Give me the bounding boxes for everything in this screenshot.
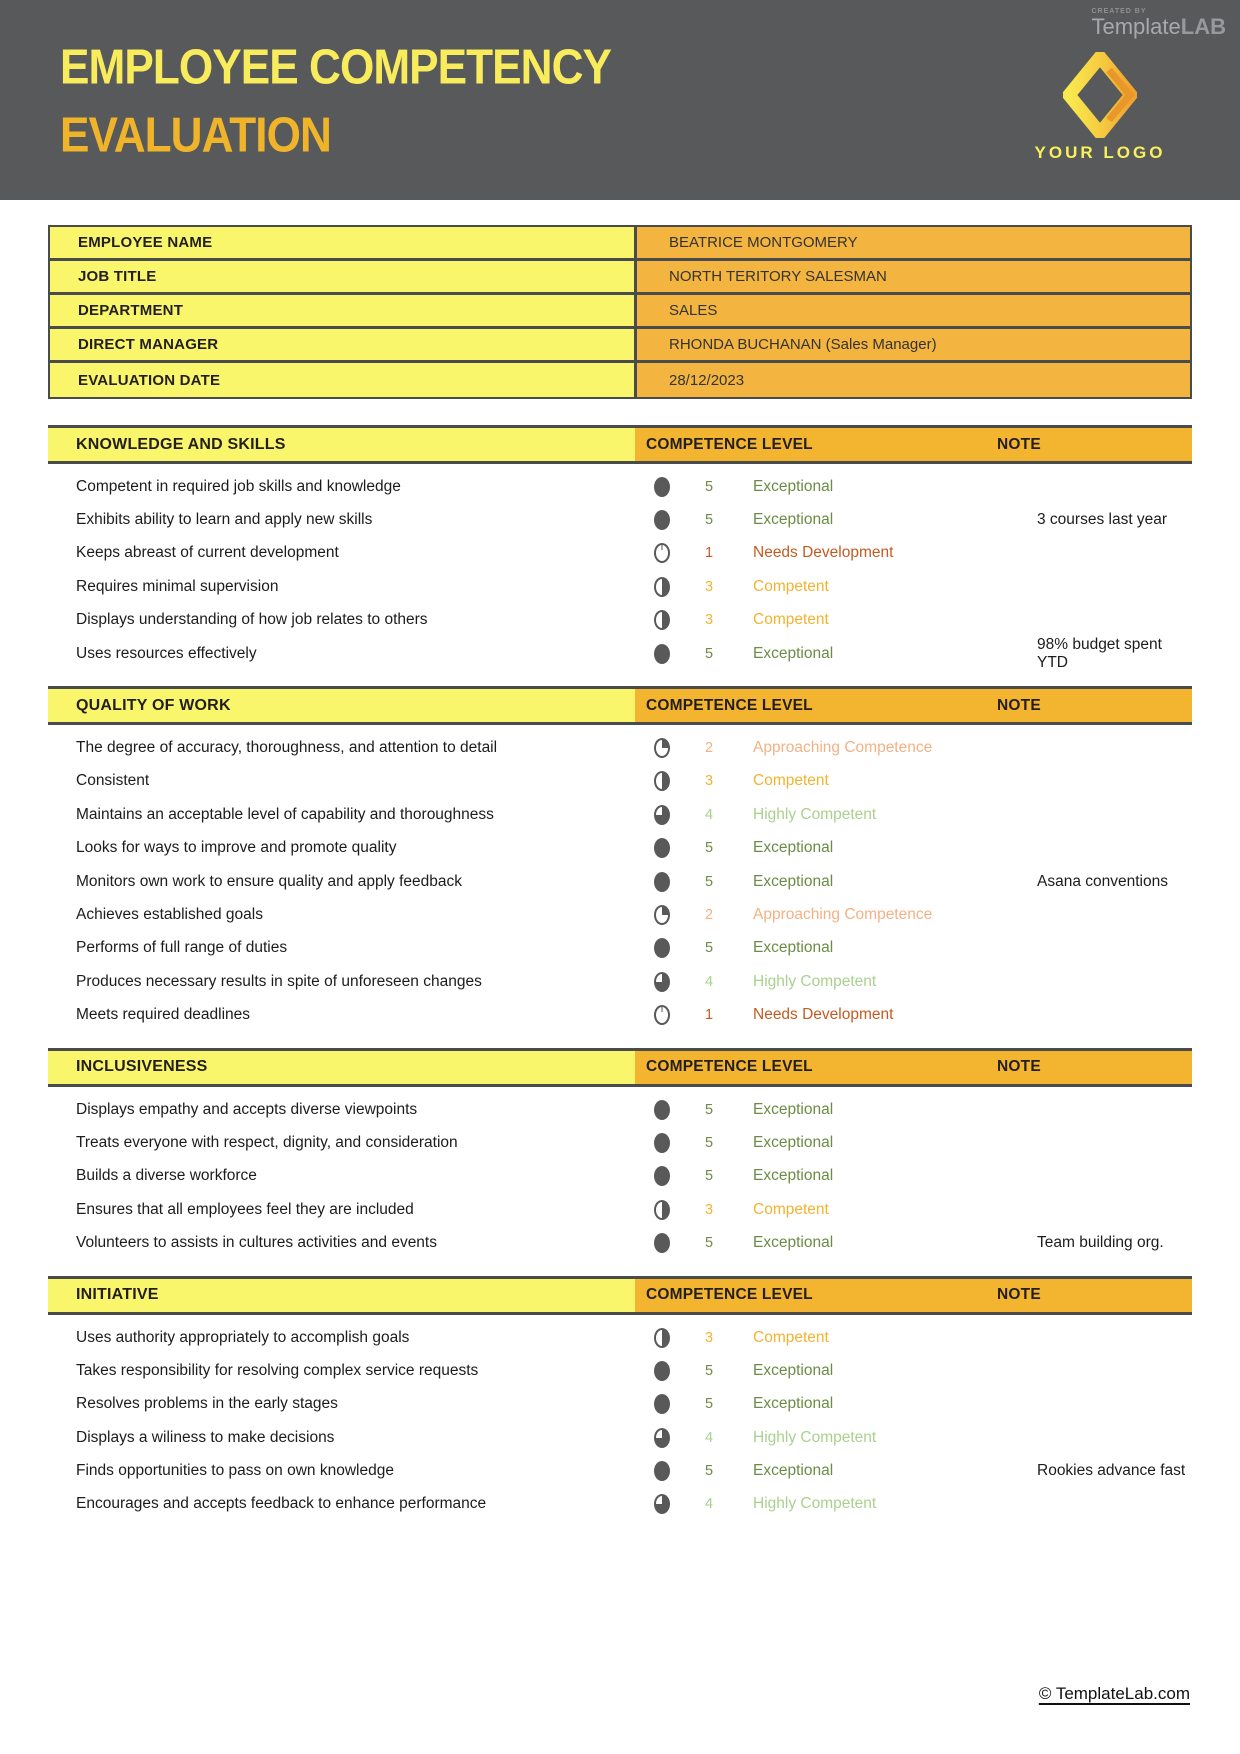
competency-row (48, 1126, 1192, 1159)
employee-info-row (50, 261, 1190, 295)
competence-pie-icon (654, 1328, 670, 1348)
competency-row (48, 1160, 1192, 1193)
competence-label: Competent (753, 611, 829, 629)
templatelab-wordmark (1092, 14, 1227, 39)
evaluation-section (48, 425, 1192, 670)
competence-value: 5 (704, 1134, 714, 1151)
employee-field-value: 28/12/2023 (637, 363, 1190, 397)
competence-label: Exceptional (753, 939, 834, 957)
section-columns (635, 689, 1192, 722)
competence-label: Highly Competent (753, 972, 877, 990)
competence-pie-icon (654, 543, 670, 563)
column-competence-level: COMPETENCE LEVEL (646, 696, 813, 714)
competency-row (48, 637, 1192, 670)
row-description: The degree of accuracy, thoroughness, and attention to detail (76, 739, 498, 757)
row-description: Competent in required job skills and knowledge (76, 477, 401, 495)
row-description: Consistent (76, 772, 150, 790)
row-note: Rookies advance fast (1037, 1462, 1186, 1480)
competence-pie-icon (654, 905, 670, 925)
competence-value: 5 (704, 1235, 714, 1252)
competence-label: Needs Development (753, 544, 894, 562)
competence-label: Exceptional (753, 477, 834, 495)
company-logo (1020, 52, 1180, 163)
competence-label: Competent (753, 772, 829, 790)
column-competence-level: COMPETENCE LEVEL (646, 435, 813, 453)
employee-field-value: NORTH TERITORY SALESMAN (637, 261, 1190, 292)
row-description: Monitors own work to ensure quality and apply feedback (76, 872, 462, 890)
competence-value: 1 (704, 545, 714, 562)
row-description: Requires minimal supervision (76, 577, 279, 595)
competence-pie-icon (654, 1494, 670, 1514)
competence-pie-icon (654, 477, 670, 497)
row-description: Produces necessary results in spite of unforeseen changes (76, 972, 482, 990)
competence-pie-icon (654, 510, 670, 530)
section-rows (48, 725, 1192, 1032)
competency-row (48, 765, 1192, 798)
competence-value: 5 (704, 1168, 714, 1185)
page-title (60, 38, 634, 162)
competence-label: Competent (753, 1328, 829, 1346)
competence-value: 3 (704, 1201, 714, 1218)
competency-row (48, 470, 1192, 503)
brand-name-part: Template (1091, 14, 1181, 39)
row-description: Ensures that all employees feel they are included (76, 1200, 414, 1218)
row-description: Displays empathy and accepts diverse viewpoints (76, 1100, 418, 1118)
competence-pie-icon (654, 1133, 670, 1153)
logo-text: YOUR LOGO (1034, 143, 1166, 162)
competence-label: Exceptional (753, 1462, 834, 1480)
column-competence-level: COMPETENCE LEVEL (646, 1058, 813, 1076)
competency-row (48, 537, 1192, 570)
evaluation-section (48, 686, 1192, 1032)
section-rows (48, 1315, 1192, 1521)
competence-pie-icon (654, 1166, 670, 1186)
competence-pie-icon (654, 577, 670, 597)
competence-value: 3 (704, 578, 714, 595)
section-title: KNOWLEDGE AND SKILLS (48, 428, 635, 461)
row-description: Finds opportunities to pass on own knowledge (76, 1462, 394, 1480)
competence-value: 3 (704, 773, 714, 790)
competence-label: Exceptional (753, 1234, 834, 1252)
competence-value: 2 (704, 740, 714, 757)
competence-pie-icon (654, 838, 670, 858)
competency-row (48, 998, 1192, 1031)
employee-info-row (50, 329, 1190, 363)
competence-label: Exceptional (753, 644, 834, 662)
competence-pie-icon (654, 1233, 670, 1253)
employee-info-row (50, 363, 1190, 397)
column-note: NOTE (997, 1286, 1041, 1304)
row-description: Volunteers to assists in cultures activities and events (76, 1234, 437, 1252)
competency-row (48, 932, 1192, 965)
copyright-link[interactable]: © TemplateLab.com (1038, 1684, 1190, 1703)
row-description: Keeps abreast of current development (76, 544, 339, 562)
competence-value: 2 (704, 906, 714, 923)
competency-row (48, 1421, 1192, 1454)
competence-label: Competent (753, 1200, 829, 1218)
competence-label: Approaching Competence (753, 739, 933, 757)
competence-pie-icon (654, 972, 670, 992)
section-header (48, 1276, 1192, 1315)
competency-row (48, 1388, 1192, 1421)
competence-value: 5 (704, 873, 714, 890)
competence-value: 5 (704, 512, 714, 529)
row-description: Resolves problems in the early stages (76, 1395, 338, 1413)
competence-label: Approaching Competence (753, 905, 933, 923)
competency-row (48, 1488, 1192, 1521)
section-rows (48, 464, 1192, 670)
section-header (48, 686, 1192, 725)
competence-pie-icon (654, 1200, 670, 1220)
competence-value: 3 (704, 612, 714, 629)
section-title: INITIATIVE (48, 1279, 635, 1312)
competence-label: Competent (753, 577, 829, 595)
competency-row (48, 1354, 1192, 1387)
evaluation-sections (48, 425, 1192, 1521)
document-body (48, 225, 1192, 1521)
row-note: Asana conventions (1037, 872, 1168, 890)
competence-label: Highly Competent (753, 1495, 877, 1513)
competence-label: Exceptional (753, 1133, 834, 1151)
competence-value: 4 (704, 973, 714, 990)
competence-pie-icon (654, 610, 670, 630)
competence-pie-icon (654, 805, 670, 825)
evaluation-section (48, 1276, 1192, 1521)
competence-value: 5 (704, 940, 714, 957)
section-header (48, 425, 1192, 464)
competence-pie-icon (654, 1394, 670, 1414)
page-title-line2: EVALUATION (60, 106, 331, 162)
competency-row (48, 865, 1192, 898)
competence-value: 4 (704, 806, 714, 823)
section-header (48, 1048, 1192, 1087)
row-description: Meets required deadlines (76, 1006, 251, 1024)
competence-value: 5 (704, 1362, 714, 1379)
column-competence-level: COMPETENCE LEVEL (646, 1286, 813, 1304)
row-description: Encourages and accepts feedback to enhance performance (76, 1495, 487, 1513)
competency-row (48, 1193, 1192, 1226)
created-by-label: CREATED BY (1091, 8, 1147, 15)
competency-row (48, 1454, 1192, 1487)
competency-row (48, 570, 1192, 603)
competence-label: Needs Development (753, 1006, 894, 1024)
competence-pie-icon (654, 1361, 670, 1381)
competency-row (48, 832, 1192, 865)
competency-row (48, 731, 1192, 764)
competence-value: 3 (704, 1329, 714, 1346)
competence-value: 5 (704, 1396, 714, 1413)
competence-pie-icon (654, 1461, 670, 1481)
row-description: Builds a diverse workforce (76, 1167, 257, 1185)
column-note: NOTE (997, 1058, 1041, 1076)
row-description: Uses resources effectively (76, 644, 257, 662)
section-columns (635, 1279, 1192, 1312)
employee-field-value: BEATRICE MONTGOMERY (637, 227, 1190, 258)
row-description: Exhibits ability to learn and apply new skills (76, 511, 373, 529)
competence-pie-icon (654, 1005, 670, 1025)
competence-label: Exceptional (753, 1395, 834, 1413)
row-description: Displays understanding of how job relates to others (76, 611, 428, 629)
templatelab-watermark (1092, 8, 1227, 38)
competency-row (48, 798, 1192, 831)
employee-field-value: RHONDA BUCHANAN (Sales Manager) (637, 329, 1190, 360)
employee-field-label: EVALUATION DATE (50, 363, 637, 397)
competence-label: Exceptional (753, 872, 834, 890)
section-rows (48, 1087, 1192, 1260)
evaluation-section (48, 1048, 1192, 1260)
row-note: 3 courses last year (1037, 511, 1168, 529)
competence-pie-icon (654, 1428, 670, 1448)
competence-pie-icon (654, 1100, 670, 1120)
section-title: INCLUSIVENESS (48, 1051, 635, 1084)
competence-pie-icon (654, 644, 670, 664)
column-note: NOTE (997, 696, 1041, 714)
competence-value: 5 (704, 645, 714, 662)
competence-pie-icon (654, 771, 670, 791)
competence-label: Highly Competent (753, 805, 877, 823)
brand-suffix-part: LAB (1180, 14, 1226, 39)
competence-label: Exceptional (753, 1100, 834, 1118)
competence-value: 5 (704, 1101, 714, 1118)
competence-label: Exceptional (753, 511, 834, 529)
column-note: NOTE (997, 435, 1041, 453)
competence-value: 1 (704, 1007, 714, 1024)
page-header (0, 0, 1240, 200)
employee-info-table (48, 225, 1192, 399)
competence-value: 5 (704, 1463, 714, 1480)
competence-value: 5 (704, 840, 714, 857)
competency-row (48, 503, 1192, 536)
competence-value: 5 (704, 478, 714, 495)
competency-row (48, 965, 1192, 998)
employee-field-label: JOB TITLE (50, 261, 637, 292)
row-description: Takes responsibility for resolving complex service requests (76, 1361, 479, 1379)
employee-field-label: DEPARTMENT (50, 295, 637, 326)
employee-field-label: EMPLOYEE NAME (50, 227, 637, 258)
page-title-line1: EMPLOYEE COMPETENCY (60, 38, 612, 94)
section-columns (635, 428, 1192, 461)
diamond-logo-icon (1063, 52, 1137, 138)
row-note: Team building org. (1037, 1234, 1164, 1252)
employee-info-row (50, 227, 1190, 261)
competence-label: Highly Competent (753, 1428, 877, 1446)
row-description: Performs of full range of duties (76, 939, 288, 957)
row-description: Displays a wiliness to make decisions (76, 1428, 335, 1446)
competence-label: Exceptional (753, 839, 834, 857)
competence-pie-icon (654, 738, 670, 758)
competence-value: 4 (704, 1429, 714, 1446)
competency-row (48, 1093, 1192, 1126)
row-description: Treats everyone with respect, dignity, and consideration (76, 1133, 458, 1151)
competency-row (48, 1226, 1192, 1259)
competence-pie-icon (654, 872, 670, 892)
row-note: 98% budget spent YTD (1037, 635, 1162, 671)
competence-label: Exceptional (753, 1167, 834, 1185)
row-description: Looks for ways to improve and promote quality (76, 839, 397, 857)
competence-label: Exceptional (753, 1361, 834, 1379)
competence-value: 4 (704, 1496, 714, 1513)
competency-row (48, 898, 1192, 931)
row-description: Uses authority appropriately to accomplish goals (76, 1328, 410, 1346)
section-columns (635, 1051, 1192, 1084)
competence-pie-icon (654, 938, 670, 958)
row-description: Achieves established goals (76, 905, 263, 923)
employee-field-value: SALES (637, 295, 1190, 326)
section-title: QUALITY OF WORK (48, 689, 635, 722)
employee-info-row (50, 295, 1190, 329)
employee-field-label: DIRECT MANAGER (50, 329, 637, 360)
competency-row (48, 1321, 1192, 1354)
row-description: Maintains an acceptable level of capability and thoroughness (76, 805, 494, 823)
competency-row (48, 604, 1192, 637)
